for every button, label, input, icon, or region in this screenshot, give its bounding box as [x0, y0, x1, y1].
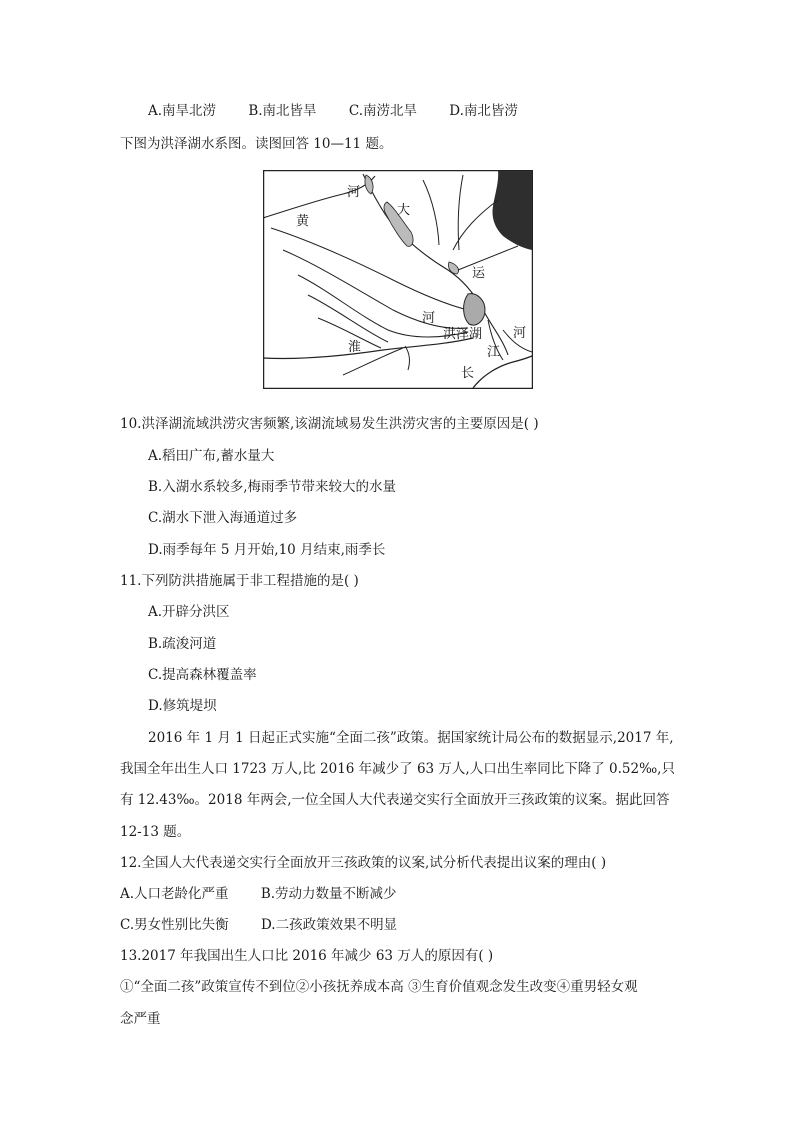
q12-stem: 12.全国人大代表递交实行全面放开三孩政策的议案,试分析代表提出议案的理由( ) — [120, 855, 607, 871]
q13-stem: 13.2017 年我国出生人口比 2016 年减少 63 万人的原因有( ) — [120, 948, 494, 964]
map-svg — [263, 170, 533, 389]
q11-option-a: A.开辟分洪区 — [148, 604, 230, 620]
map-intro: 下图为洪泽湖水系图。读图回答 10—11 题。 — [120, 136, 393, 152]
q9-option-c: C.南涝北旱 — [348, 103, 417, 119]
q9-options — [148, 101, 546, 121]
passage-line-1: 2016 年 1 月 1 日起正式实施“全面二孩”政策。据国家统计局公布的数据显示,2017 年, — [148, 730, 674, 746]
q9-option-a: A.南旱北涝 — [148, 103, 217, 119]
label-he-right: 河 — [513, 326, 527, 341]
q11-option-c: C.提高森林覆盖率 — [148, 667, 257, 683]
q13-line-2: 念严重 — [120, 1011, 161, 1027]
passage-line-3: 有 12.43‰。2018 年两会,一位全国人大代表递交实行全面放开三孩政策的议案。据此回答 — [120, 792, 670, 808]
q12-option-c: C.男女性别比失衡 — [120, 917, 229, 933]
q12-options-row-2 — [120, 915, 425, 935]
q11-option-d: D.修筑堤坝 — [148, 698, 217, 714]
hongze-lake-map — [263, 170, 533, 389]
q12-option-d: D.二孩政策效果不明显 — [260, 917, 398, 933]
label-yun: 运 — [472, 266, 486, 281]
label-da: 大 — [397, 203, 411, 218]
label-hongzehu: 洪泽湖 — [443, 327, 483, 342]
q12-option-b: B.劳动力数量不断减少 — [260, 886, 397, 902]
q10-option-a: A.稻田广布,蓄水量大 — [148, 448, 275, 464]
label-huang: 黄 — [296, 214, 310, 229]
passage-line-2: 我国全年出生人口 1723 万人,比 2016 年减少了 63 万人,人口出生率同比下降了 0.52‰,只 — [120, 761, 675, 777]
q11-option-b: B.疏浚河道 — [148, 636, 217, 652]
q10-option-c: C.湖水下泄入海通道过多 — [148, 510, 298, 526]
q9-option-d: D.南北皆涝 — [449, 103, 518, 119]
q10-stem: 10.洪泽湖流域洪涝灾害频繁,该湖流域易发生洪涝灾害的主要原因是( ) — [120, 416, 539, 432]
passage-line-4: 12-13 题。 — [120, 824, 191, 840]
label-he-top: 河 — [347, 185, 361, 200]
q11-stem: 11.下列防洪措施属于非工程措施的是( ) — [120, 573, 359, 589]
q12-option-a: A.人口老龄化严重 — [120, 886, 229, 902]
q10-option-d: D.雨季每年 5 月开始,10 月结束,雨季长 — [148, 542, 386, 558]
label-chang: 长 — [461, 366, 475, 381]
q10-option-b: B.入湖水系较多,梅雨季节带来较大的水量 — [148, 479, 397, 495]
q13-line-1: ①“全面二孩”政策宣传不到位②小孩抚养成本高 ③生育价值观念发生改变④重男轻女观 — [120, 979, 638, 995]
q12-options-row-1 — [120, 884, 425, 904]
q9-option-b: B.南北皆旱 — [248, 103, 317, 119]
label-jiang: 江 — [487, 345, 501, 360]
label-he-mid: 河 — [422, 311, 436, 326]
label-huai: 淮 — [348, 340, 362, 355]
